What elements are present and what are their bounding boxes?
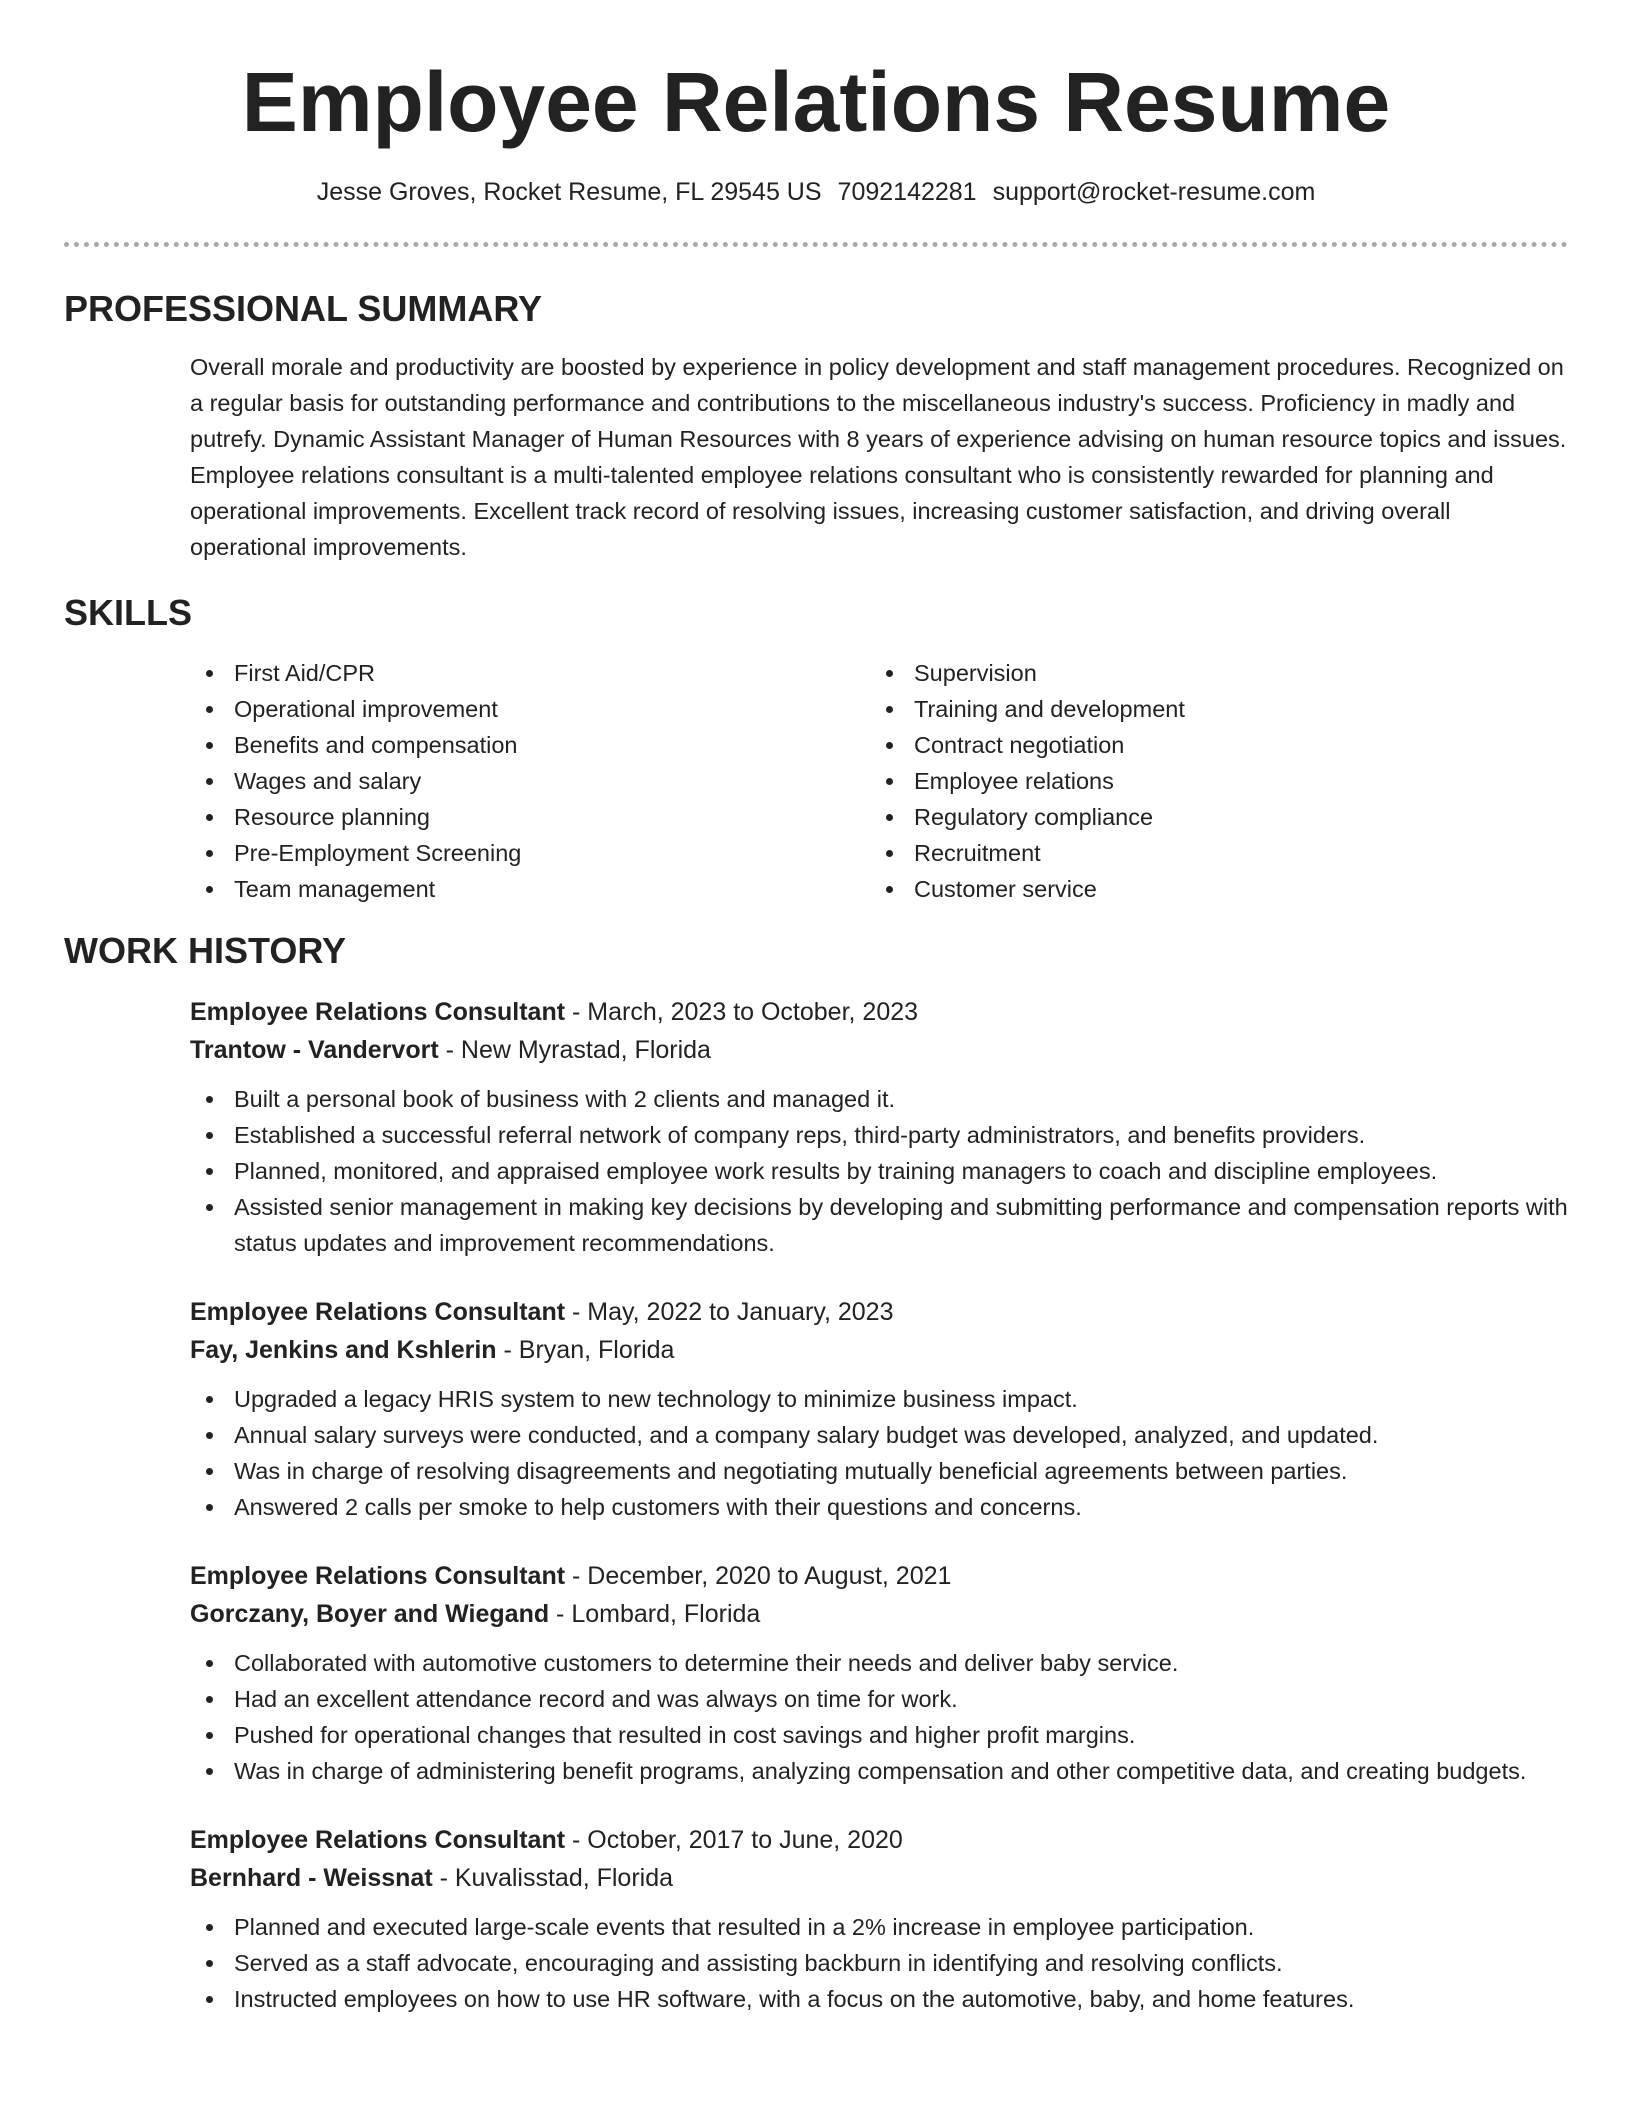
skill-item: Regulatory compliance (870, 799, 1550, 835)
skill-item: First Aid/CPR (190, 655, 870, 691)
job-bullets (190, 1381, 1568, 1525)
skill-item: Contract negotiation (870, 727, 1550, 763)
job-title: Employee Relations Consultant (190, 1826, 566, 1854)
job-bullet: Planned and executed large-scale events that resulted in a 2% increase in employee participation. (190, 1909, 1568, 1945)
skill-item: Team management (190, 871, 870, 907)
resume-title: Employee Relations Resume (241, 55, 1391, 149)
skills-column-right (870, 655, 1550, 907)
skills-list (190, 655, 1568, 907)
job-title-line (190, 1821, 1568, 1859)
skills-column-left (190, 655, 870, 907)
job-bullet: Annual salary surveys were conducted, and a company salary budget was developed, analyzed, and updated. (190, 1417, 1568, 1453)
skills-heading: SKILLS (64, 592, 193, 633)
job-bullet: Assisted senior management in making key decisions by developing and submitting performance and compensation reports with status updates and improvement recommendations. (190, 1189, 1568, 1261)
skill-item: Supervision (870, 655, 1550, 691)
skill-item: Wages and salary (190, 763, 870, 799)
job-company: Gorczany, Boyer and Wiegand (190, 1600, 550, 1628)
contact-line (64, 176, 1568, 208)
job-location: - Kuvalisstad, Florida (432, 1864, 674, 1892)
job-bullet: Built a personal book of business with 2 clients and managed it. (190, 1081, 1568, 1117)
job-company: Trantow - Vandervort (190, 1036, 439, 1064)
job-entry (190, 993, 1568, 1261)
skill-item: Resource planning (190, 799, 870, 835)
job-bullet: Collaborated with automotive customers to determine their needs and deliver baby service. (190, 1645, 1568, 1681)
job-entry (190, 1293, 1568, 1525)
job-bullets (190, 1909, 1568, 2017)
job-title: Employee Relations Consultant (190, 1562, 566, 1590)
resume-page (64, 0, 1568, 2017)
contact-email: support@rocket-resume.com (992, 178, 1316, 206)
skill-item: Pre-Employment Screening (190, 835, 870, 871)
contact-phone: 7092142281 (837, 178, 977, 206)
job-bullet: Was in charge of administering benefit programs, analyzing compensation and other competitive data, and creating budgets. (190, 1753, 1568, 1789)
job-title-line (190, 1557, 1568, 1595)
job-bullet: Pushed for operational changes that resulted in cost savings and higher profit margins. (190, 1717, 1568, 1753)
job-bullet: Answered 2 calls per smoke to help customers with their questions and concerns. (190, 1489, 1568, 1525)
job-bullet: Served as a staff advocate, encouraging and assisting backburn in identifying and resolving conflicts. (190, 1945, 1568, 1981)
header-divider (64, 242, 1568, 247)
job-bullet: Upgraded a legacy HRIS system to new technology to minimize business impact. (190, 1381, 1568, 1417)
job-dates: - May, 2022 to January, 2023 (565, 1298, 894, 1326)
job-bullets (190, 1081, 1568, 1261)
job-dates: - December, 2020 to August, 2021 (565, 1562, 952, 1590)
job-bullet: Instructed employees on how to use HR software, with a focus on the automotive, baby, and home features. (190, 1981, 1568, 2017)
skill-item: Operational improvement (190, 691, 870, 727)
skill-item: Recruitment (870, 835, 1550, 871)
job-company-line (190, 1331, 1568, 1369)
job-title: Employee Relations Consultant (190, 1298, 566, 1326)
job-company: Bernhard - Weissnat (190, 1864, 433, 1892)
job-title-line (190, 993, 1568, 1031)
skill-item: Customer service (870, 871, 1550, 907)
job-bullet: Was in charge of resolving disagreements and negotiating mutually beneficial agreements between parties. (190, 1453, 1568, 1489)
job-bullet: Had an excellent attendance record and was always on time for work. (190, 1681, 1568, 1717)
job-title: Employee Relations Consultant (190, 998, 566, 1026)
job-entry (190, 1557, 1568, 1789)
skill-item: Benefits and compensation (190, 727, 870, 763)
job-company-line (190, 1595, 1568, 1633)
job-company-line (190, 1859, 1568, 1897)
job-location: - New Myrastad, Florida (438, 1036, 711, 1064)
job-bullet: Planned, monitored, and appraised employee work results by training managers to coach and discipline employees. (190, 1153, 1568, 1189)
job-title-line (190, 1293, 1568, 1331)
job-location: - Bryan, Florida (496, 1336, 675, 1364)
job-dates: - October, 2017 to June, 2020 (565, 1826, 903, 1854)
job-company: Fay, Jenkins and Kshlerin (190, 1336, 497, 1364)
job-company-line (190, 1031, 1568, 1069)
job-bullet: Established a successful referral network of company reps, third-party administrators, and benefits providers. (190, 1117, 1568, 1153)
job-bullets (190, 1645, 1568, 1789)
skill-item: Employee relations (870, 763, 1550, 799)
summary-heading: PROFESSIONAL SUMMARY (64, 288, 543, 329)
job-entry (190, 1821, 1568, 2017)
contact-address: Jesse Groves, Rocket Resume, FL 29545 US (316, 178, 822, 206)
work-history-heading: WORK HISTORY (64, 930, 347, 971)
skill-item: Training and development (870, 691, 1550, 727)
job-dates: - March, 2023 to October, 2023 (565, 998, 919, 1026)
summary-text: Overall morale and productivity are boosted by experience in policy development and staff management procedures. Recognized on a regular basis for outstanding performance and contributions to the miscellaneous industry's success. Proficiency in madly and putrefy. Dynamic Assistant Manager of Human Resources with 8 years of experience advising on human resource topics and issues. Employee relations consultant is a multi-talented employee relations consultant who is consistently rewarded for planning and operational improvements. Excellent track record of resolving issues, increasing customer satisfaction, and driving overall operational improvements. (190, 354, 1567, 560)
job-location: - Lombard, Florida (549, 1600, 761, 1628)
